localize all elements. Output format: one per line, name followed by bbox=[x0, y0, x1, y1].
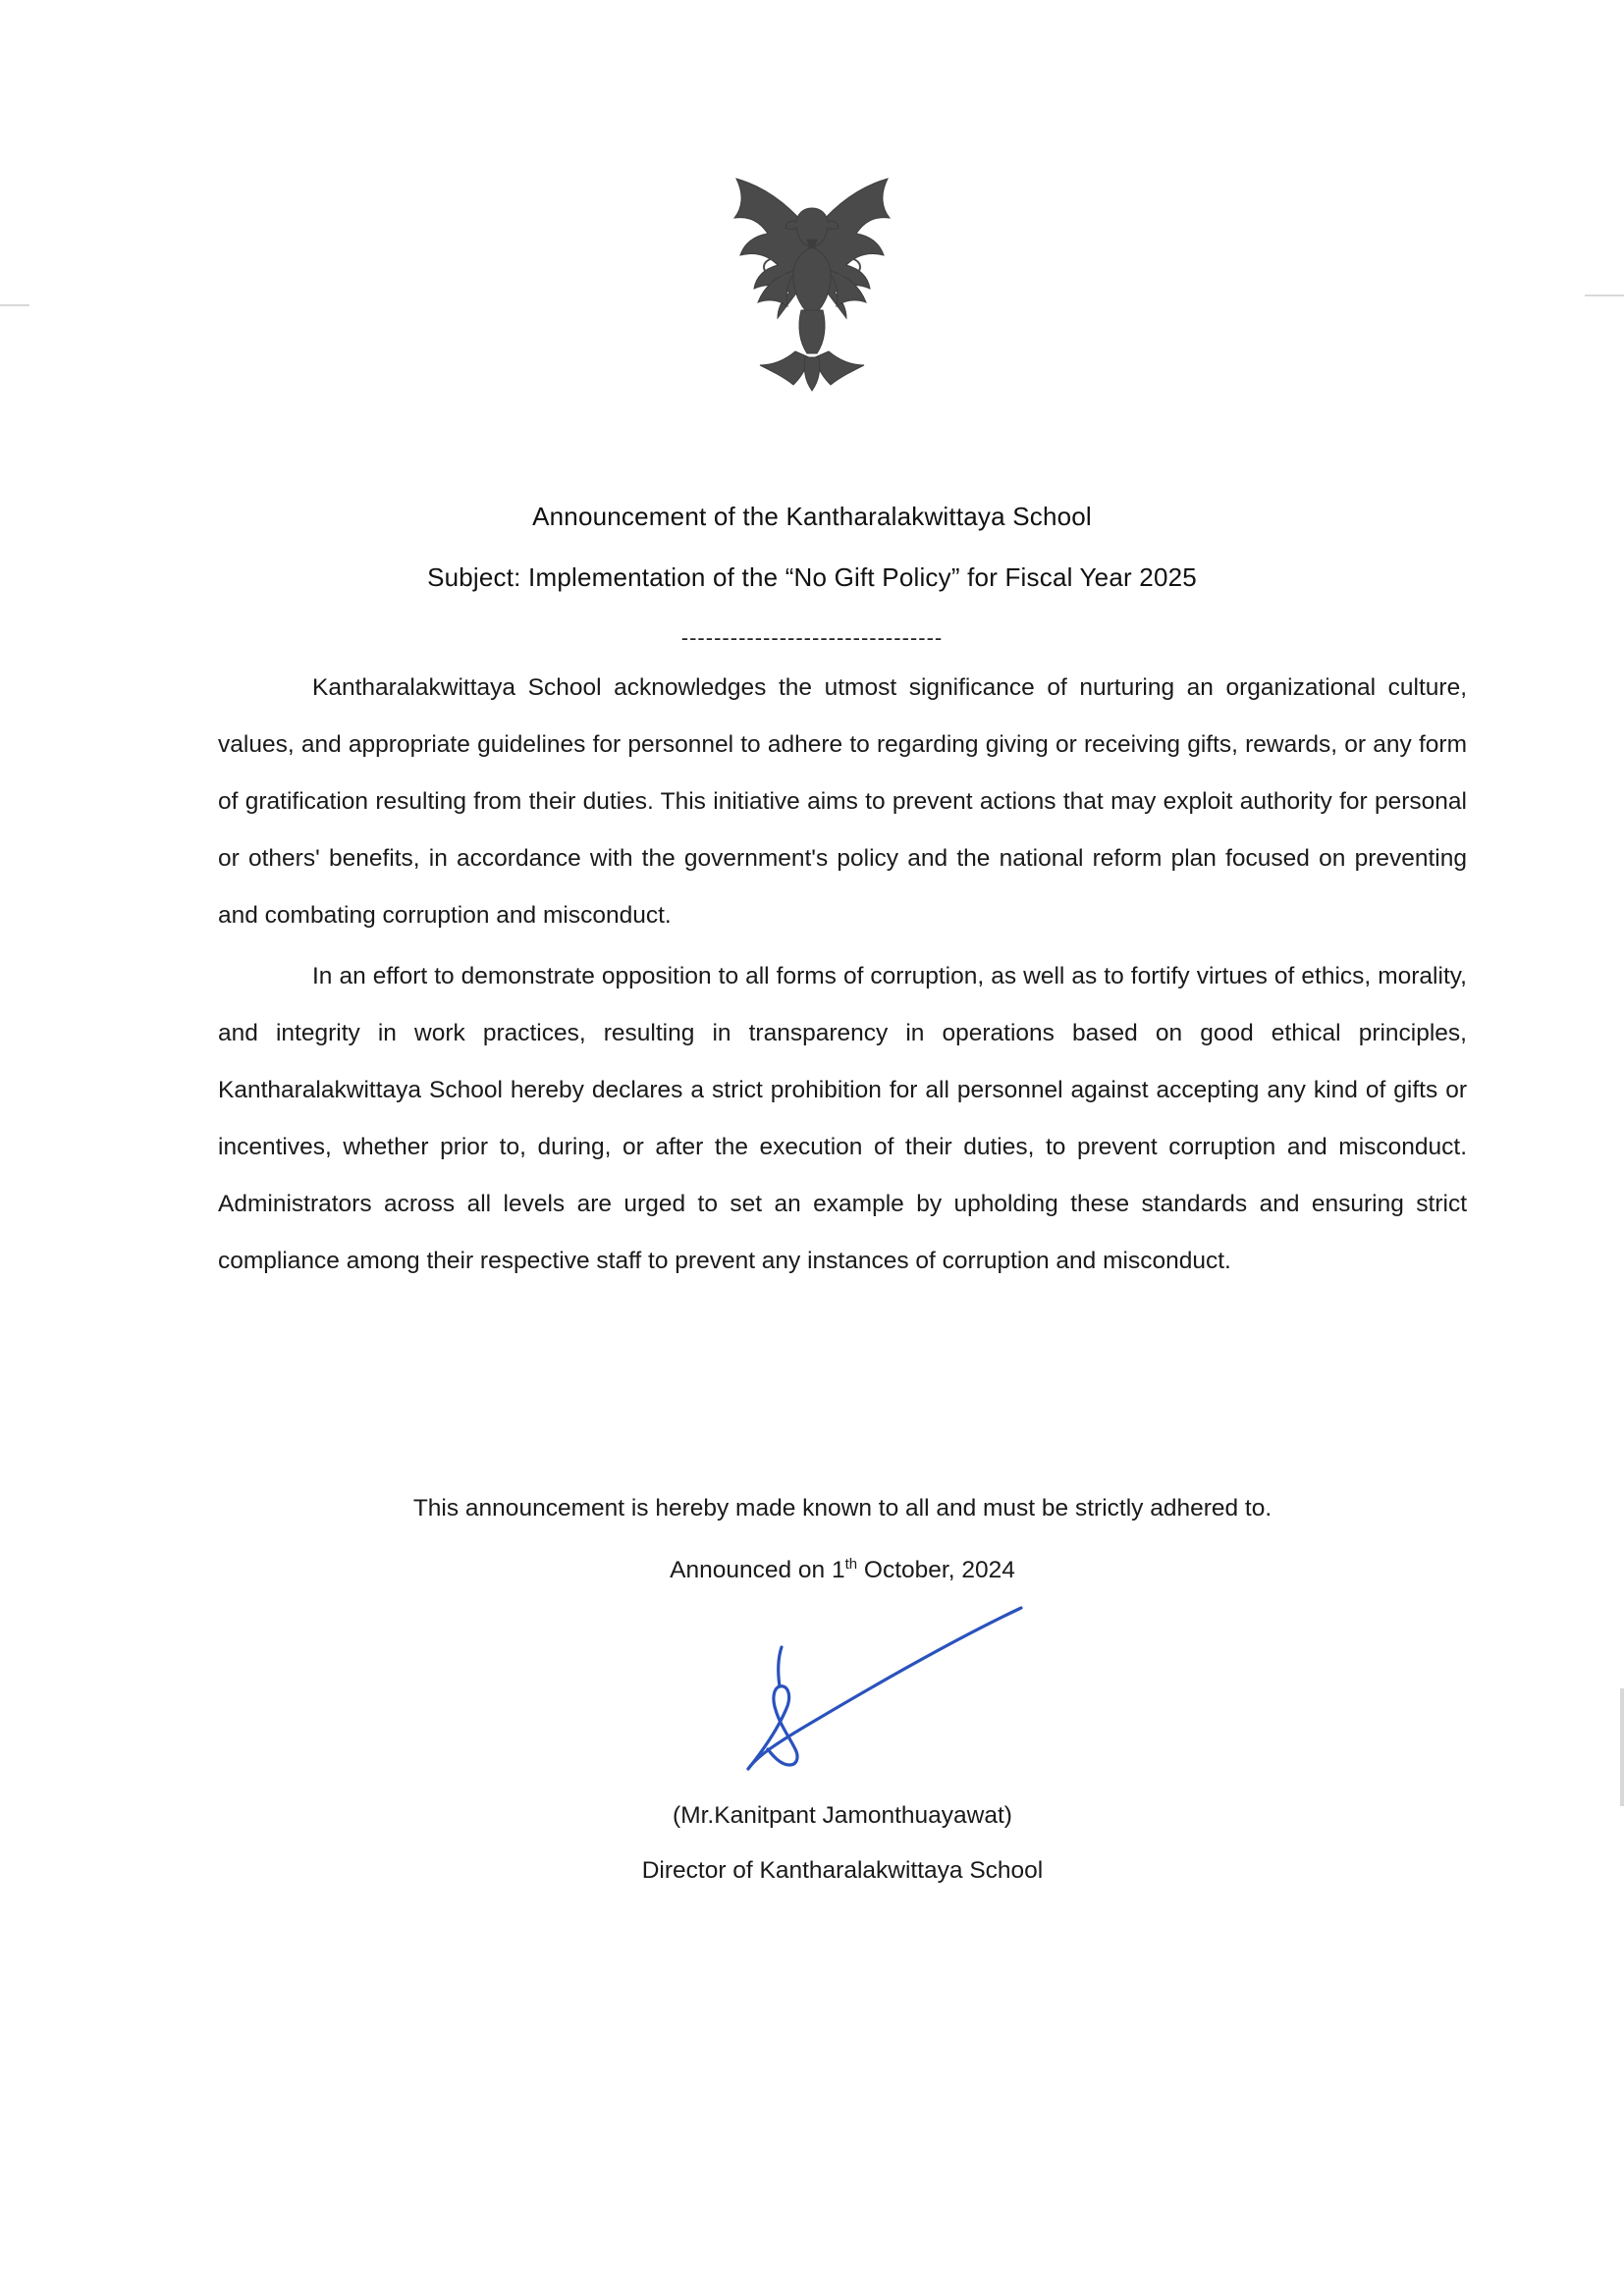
closing-statement: This announcement is hereby made known to all and must be strictly adhered to. bbox=[412, 1495, 1272, 1522]
scan-artifact-right-mid bbox=[1620, 1688, 1624, 1806]
document-header bbox=[0, 486, 1624, 651]
signature-name: (Mr.Kanitpant Jamonthuayawat) bbox=[673, 1802, 1012, 1829]
announcement-subject: Subject: Implementation of the “No Gift Policy” for Fiscal Year 2025 bbox=[427, 562, 1197, 592]
document-body bbox=[218, 660, 1467, 1290]
signature-position: Director of Kantharalakwittaya School bbox=[641, 1857, 1044, 1884]
body-paragraph-2: In an effort to demonstrate opposition to all forms of corruption, as well as to fortify virtues of ethics, morality, and integrity in work practices, resulting in transparency in operations based on good ethical principles, Kantharalakwittaya School hereby declares a strict prohibition for all personnel against accepting any kind of gifts or incentives, whether prior to, during, or after the execution of their duties, to prevent corruption and misconduct. Administrators across all levels are urged to set an example by upholding these standards and ensuring strict compliance among their respective staff to prevent any instances of corruption and misconduct. bbox=[218, 963, 1467, 1274]
garuda-emblem-icon bbox=[699, 157, 925, 398]
emblem-container bbox=[0, 157, 1624, 402]
header-divider: -------------------------------- bbox=[680, 625, 944, 650]
announced-date-ordinal: th bbox=[844, 1556, 858, 1573]
body-paragraph-1: Kantharalakwittaya School acknowledges the utmost significance of nurturing an organizational culture, values, and appropriate guidelines for personnel to adhere to regarding giving or receiving gifts, rewards, or any form of gratification resulting from their duties. This initiative aims to prevent actions that may exploit authority for personal or others' benefits, in accordance with the government's policy and the national reform plan focused on preventing and combating corruption and misconduct. bbox=[218, 674, 1467, 929]
announced-date-suffix: October, 2024 bbox=[857, 1557, 1015, 1584]
announced-date-prefix: Announced on 1 bbox=[670, 1557, 845, 1584]
announced-date-line bbox=[218, 1536, 1467, 1599]
announcement-title: Announcement of the Kantharalakwittaya School bbox=[532, 502, 1092, 531]
